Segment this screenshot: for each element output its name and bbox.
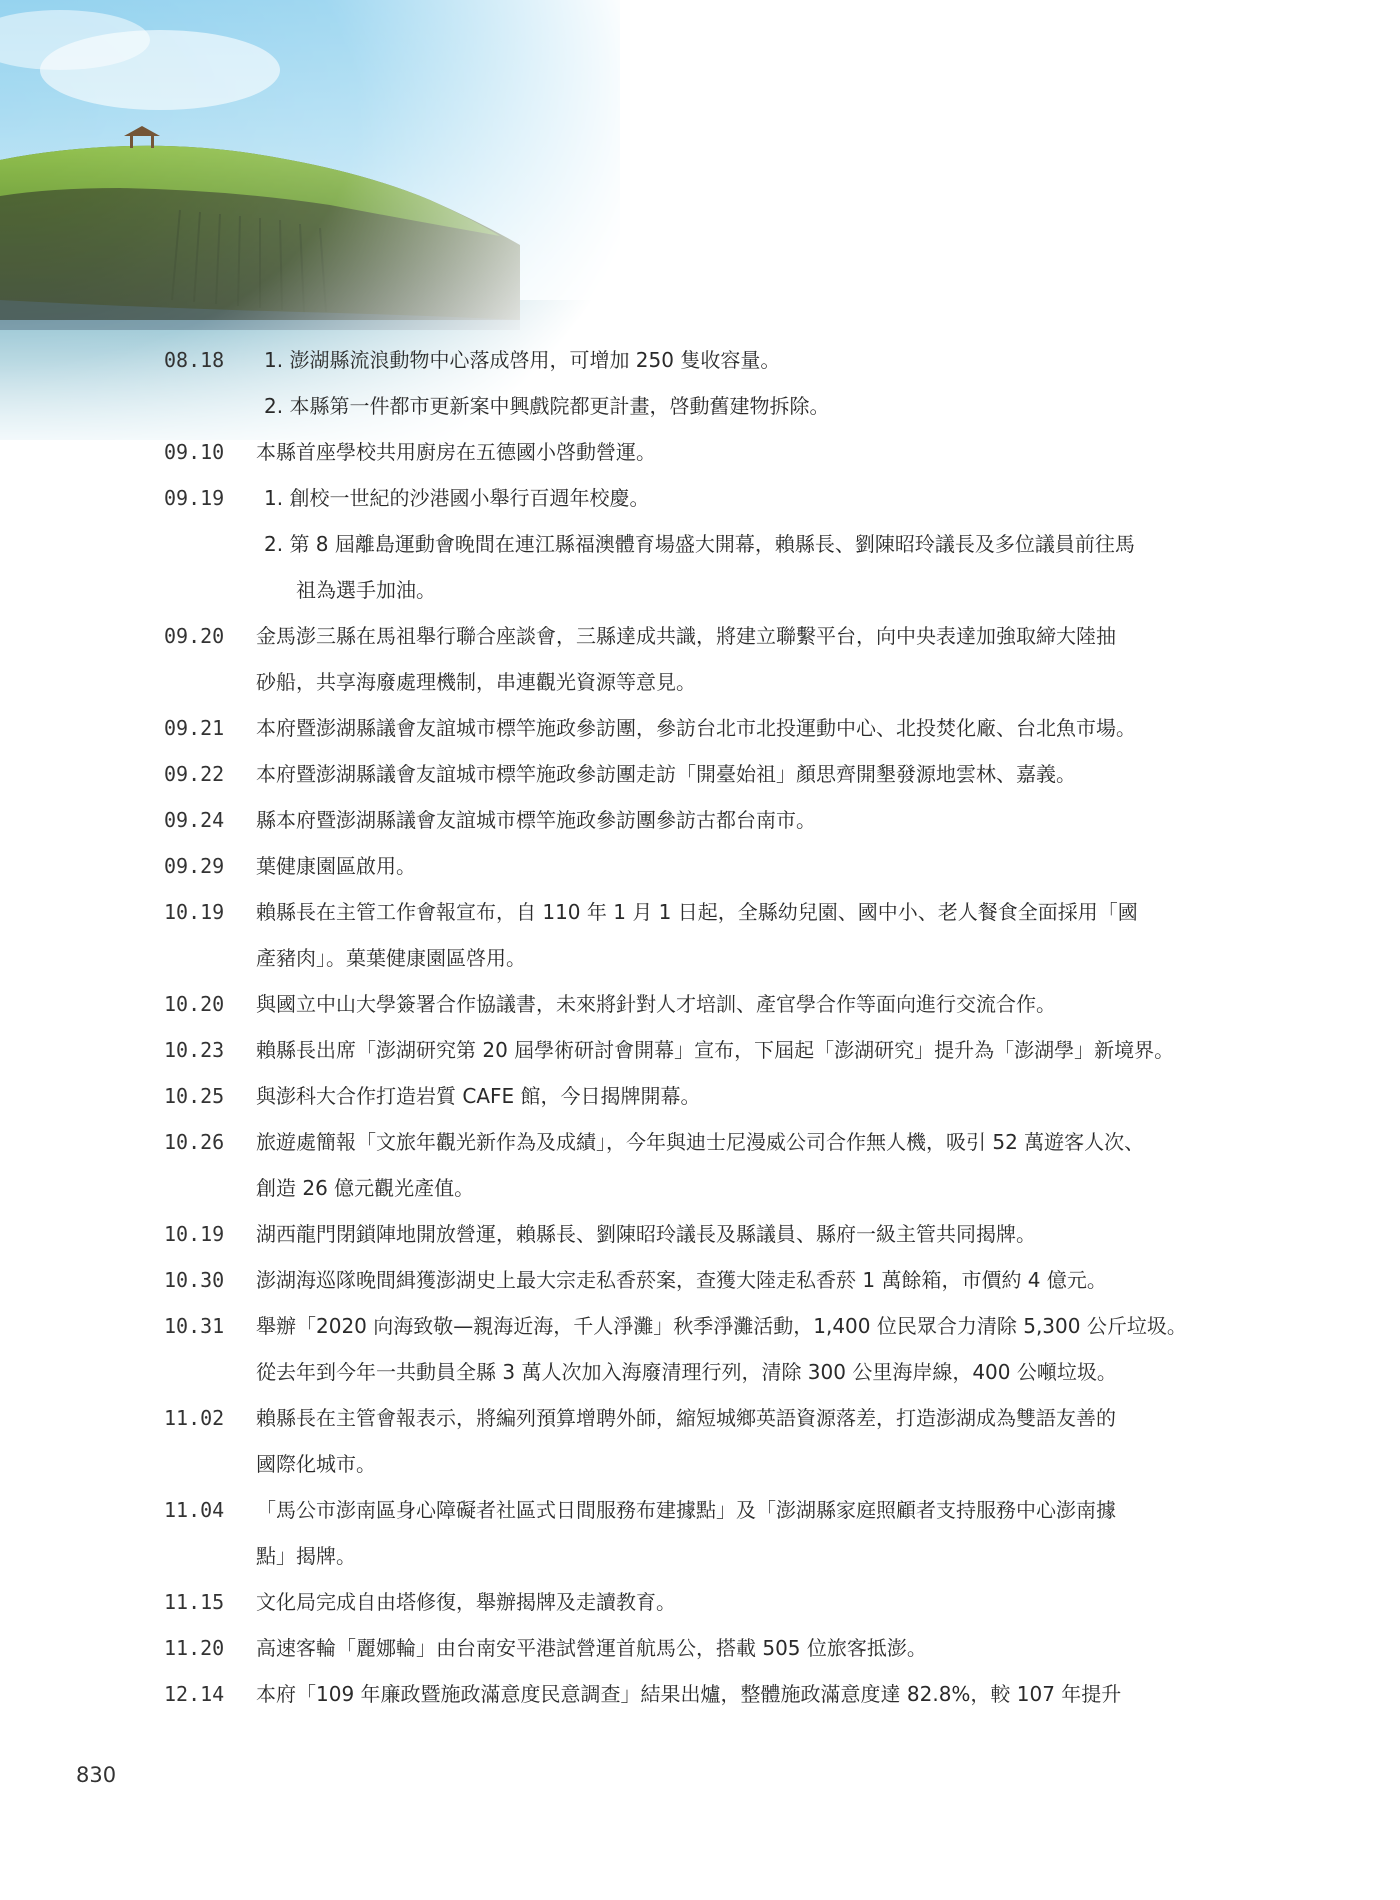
event-date: 10.31 xyxy=(164,1314,225,1338)
event-text: 本府暨澎湖縣議會友誼城市標竿施政參訪團走訪「開臺始祖」顏思齊開墾發源地雲林、嘉義。 xyxy=(256,762,1076,786)
event-text: 葉健康園區啟用。 xyxy=(256,854,416,878)
event-date: 09.10 xyxy=(164,440,225,464)
event-text: 文化局完成自由塔修復，舉辦揭牌及走讀教育。 xyxy=(256,1590,676,1614)
event-date: 11.15 xyxy=(164,1590,225,1614)
event-text: 湖西龍門閉鎖陣地開放營運，賴縣長、劉陳昭玲議長及縣議員、縣府一級主管共同揭牌。 xyxy=(256,1222,1036,1246)
event-date: 09.20 xyxy=(164,624,225,648)
event-text: 高速客輪「麗娜輪」由台南安平港試營運首航馬公，搭載 505 位旅客抵澎。 xyxy=(256,1636,927,1660)
event-date: 10.19 xyxy=(164,900,225,924)
event-text: 2. 第 8 屆離島運動會晚間在連江縣福澳體育場盛大開幕，賴縣長、劉陳昭玲議長及多位議員前往馬 xyxy=(264,532,1135,556)
event-date: 11.04 xyxy=(164,1498,225,1522)
event-date: 09.21 xyxy=(164,716,225,740)
event-date: 08.18 xyxy=(164,348,225,372)
event-text: 賴縣長出席「澎湖研究第 20 屆學術研討會開幕」宣布，下屆起「澎湖研究」提升為「澎湖學」新境界。 xyxy=(256,1038,1175,1062)
event-text: 本府暨澎湖縣議會友誼城市標竿施政參訪團，參訪台北市北投運動中心、北投焚化廠、台北魚市場。 xyxy=(256,716,1136,740)
event-text: 本縣首座學校共用廚房在五德國小啓動營運。 xyxy=(256,440,656,464)
event-text: 賴縣長在主管會報表示，將編列預算增聘外師，縮短城鄉英語資源落差，打造澎湖成為雙語友善的 xyxy=(256,1406,1116,1430)
event-text: 砂船，共享海廢處理機制，串連觀光資源等意見。 xyxy=(256,670,696,694)
event-date: 11.20 xyxy=(164,1636,225,1660)
event-date: 10.20 xyxy=(164,992,225,1016)
event-date: 12.14 xyxy=(164,1682,225,1706)
event-text: 從去年到今年一共動員全縣 3 萬人次加入海廢清理行列，清除 300 公里海岸線，400 公噸垃圾。 xyxy=(256,1360,1117,1384)
event-text: 國際化城市。 xyxy=(256,1452,376,1476)
event-text: 與澎科大合作打造岩質 CAFE 館，今日揭牌開幕。 xyxy=(256,1084,701,1108)
event-text: 「馬公市澎南區身心障礙者社區式日間服務布建據點」及「澎湖縣家庭照顧者支持服務中心澎南據 xyxy=(256,1498,1116,1522)
event-text: 縣本府暨澎湖縣議會友誼城市標竿施政參訪團參訪古都台南市。 xyxy=(256,808,816,832)
page-number: 830 xyxy=(76,1763,117,1787)
event-text: 1. 創校一世紀的沙港國小舉行百週年校慶。 xyxy=(264,486,650,510)
event-text: 本府「109 年廉政暨施政滿意度民意調查」結果出爐，整體施政滿意度達 82.8%，較 107 年提升 xyxy=(256,1682,1122,1706)
event-text: 2. 本縣第一件都市更新案中興戲院都更計畫，啓動舊建物拆除。 xyxy=(264,394,830,418)
event-date: 11.02 xyxy=(164,1406,225,1430)
event-date: 10.19 xyxy=(164,1222,225,1246)
event-text: 與國立中山大學簽署合作協議書，未來將針對人才培訓、產官學合作等面向進行交流合作。 xyxy=(256,992,1056,1016)
event-text: 產豬肉」。菓葉健康園區啓用。 xyxy=(256,946,526,970)
event-text: 澎湖海巡隊晚間緝獲澎湖史上最大宗走私香菸案，查獲大陸走私香菸 1 萬餘箱，市價約 4 億元。 xyxy=(256,1268,1107,1292)
event-date: 10.30 xyxy=(164,1268,225,1292)
event-text: 祖為選手加油。 xyxy=(296,578,436,602)
event-date: 09.22 xyxy=(164,762,225,786)
event-date: 10.26 xyxy=(164,1130,225,1154)
event-text: 點」揭牌。 xyxy=(256,1544,356,1568)
event-text: 1. 澎湖縣流浪動物中心落成啓用，可增加 250 隻收容量。 xyxy=(264,348,781,372)
event-text: 賴縣長在主管工作會報宣布，自 110 年 1 月 1 日起，全縣幼兒園、國中小、老人餐食全面採用「國 xyxy=(256,900,1138,924)
event-date: 10.25 xyxy=(164,1084,225,1108)
event-date: 09.19 xyxy=(164,486,225,510)
event-text: 創造 26 億元觀光產值。 xyxy=(256,1176,475,1200)
event-text: 舉辦「2020 向海致敬—親海近海，千人淨灘」秋季淨灘活動，1,400 位民眾合力清除 5,300 公斤垃圾。 xyxy=(256,1314,1187,1338)
event-text: 旅遊處簡報「文旅年觀光新作為及成績」，今年與迪士尼漫威公司合作無人機，吸引 52 萬遊客人次、 xyxy=(256,1130,1145,1154)
event-date: 10.23 xyxy=(164,1038,225,1062)
event-text: 金馬澎三縣在馬祖舉行聯合座談會，三縣達成共識，將建立聯繫平台，向中央表達加強取締大陸抽 xyxy=(256,624,1116,648)
event-date: 09.29 xyxy=(164,854,225,878)
event-date: 09.24 xyxy=(164,808,225,832)
